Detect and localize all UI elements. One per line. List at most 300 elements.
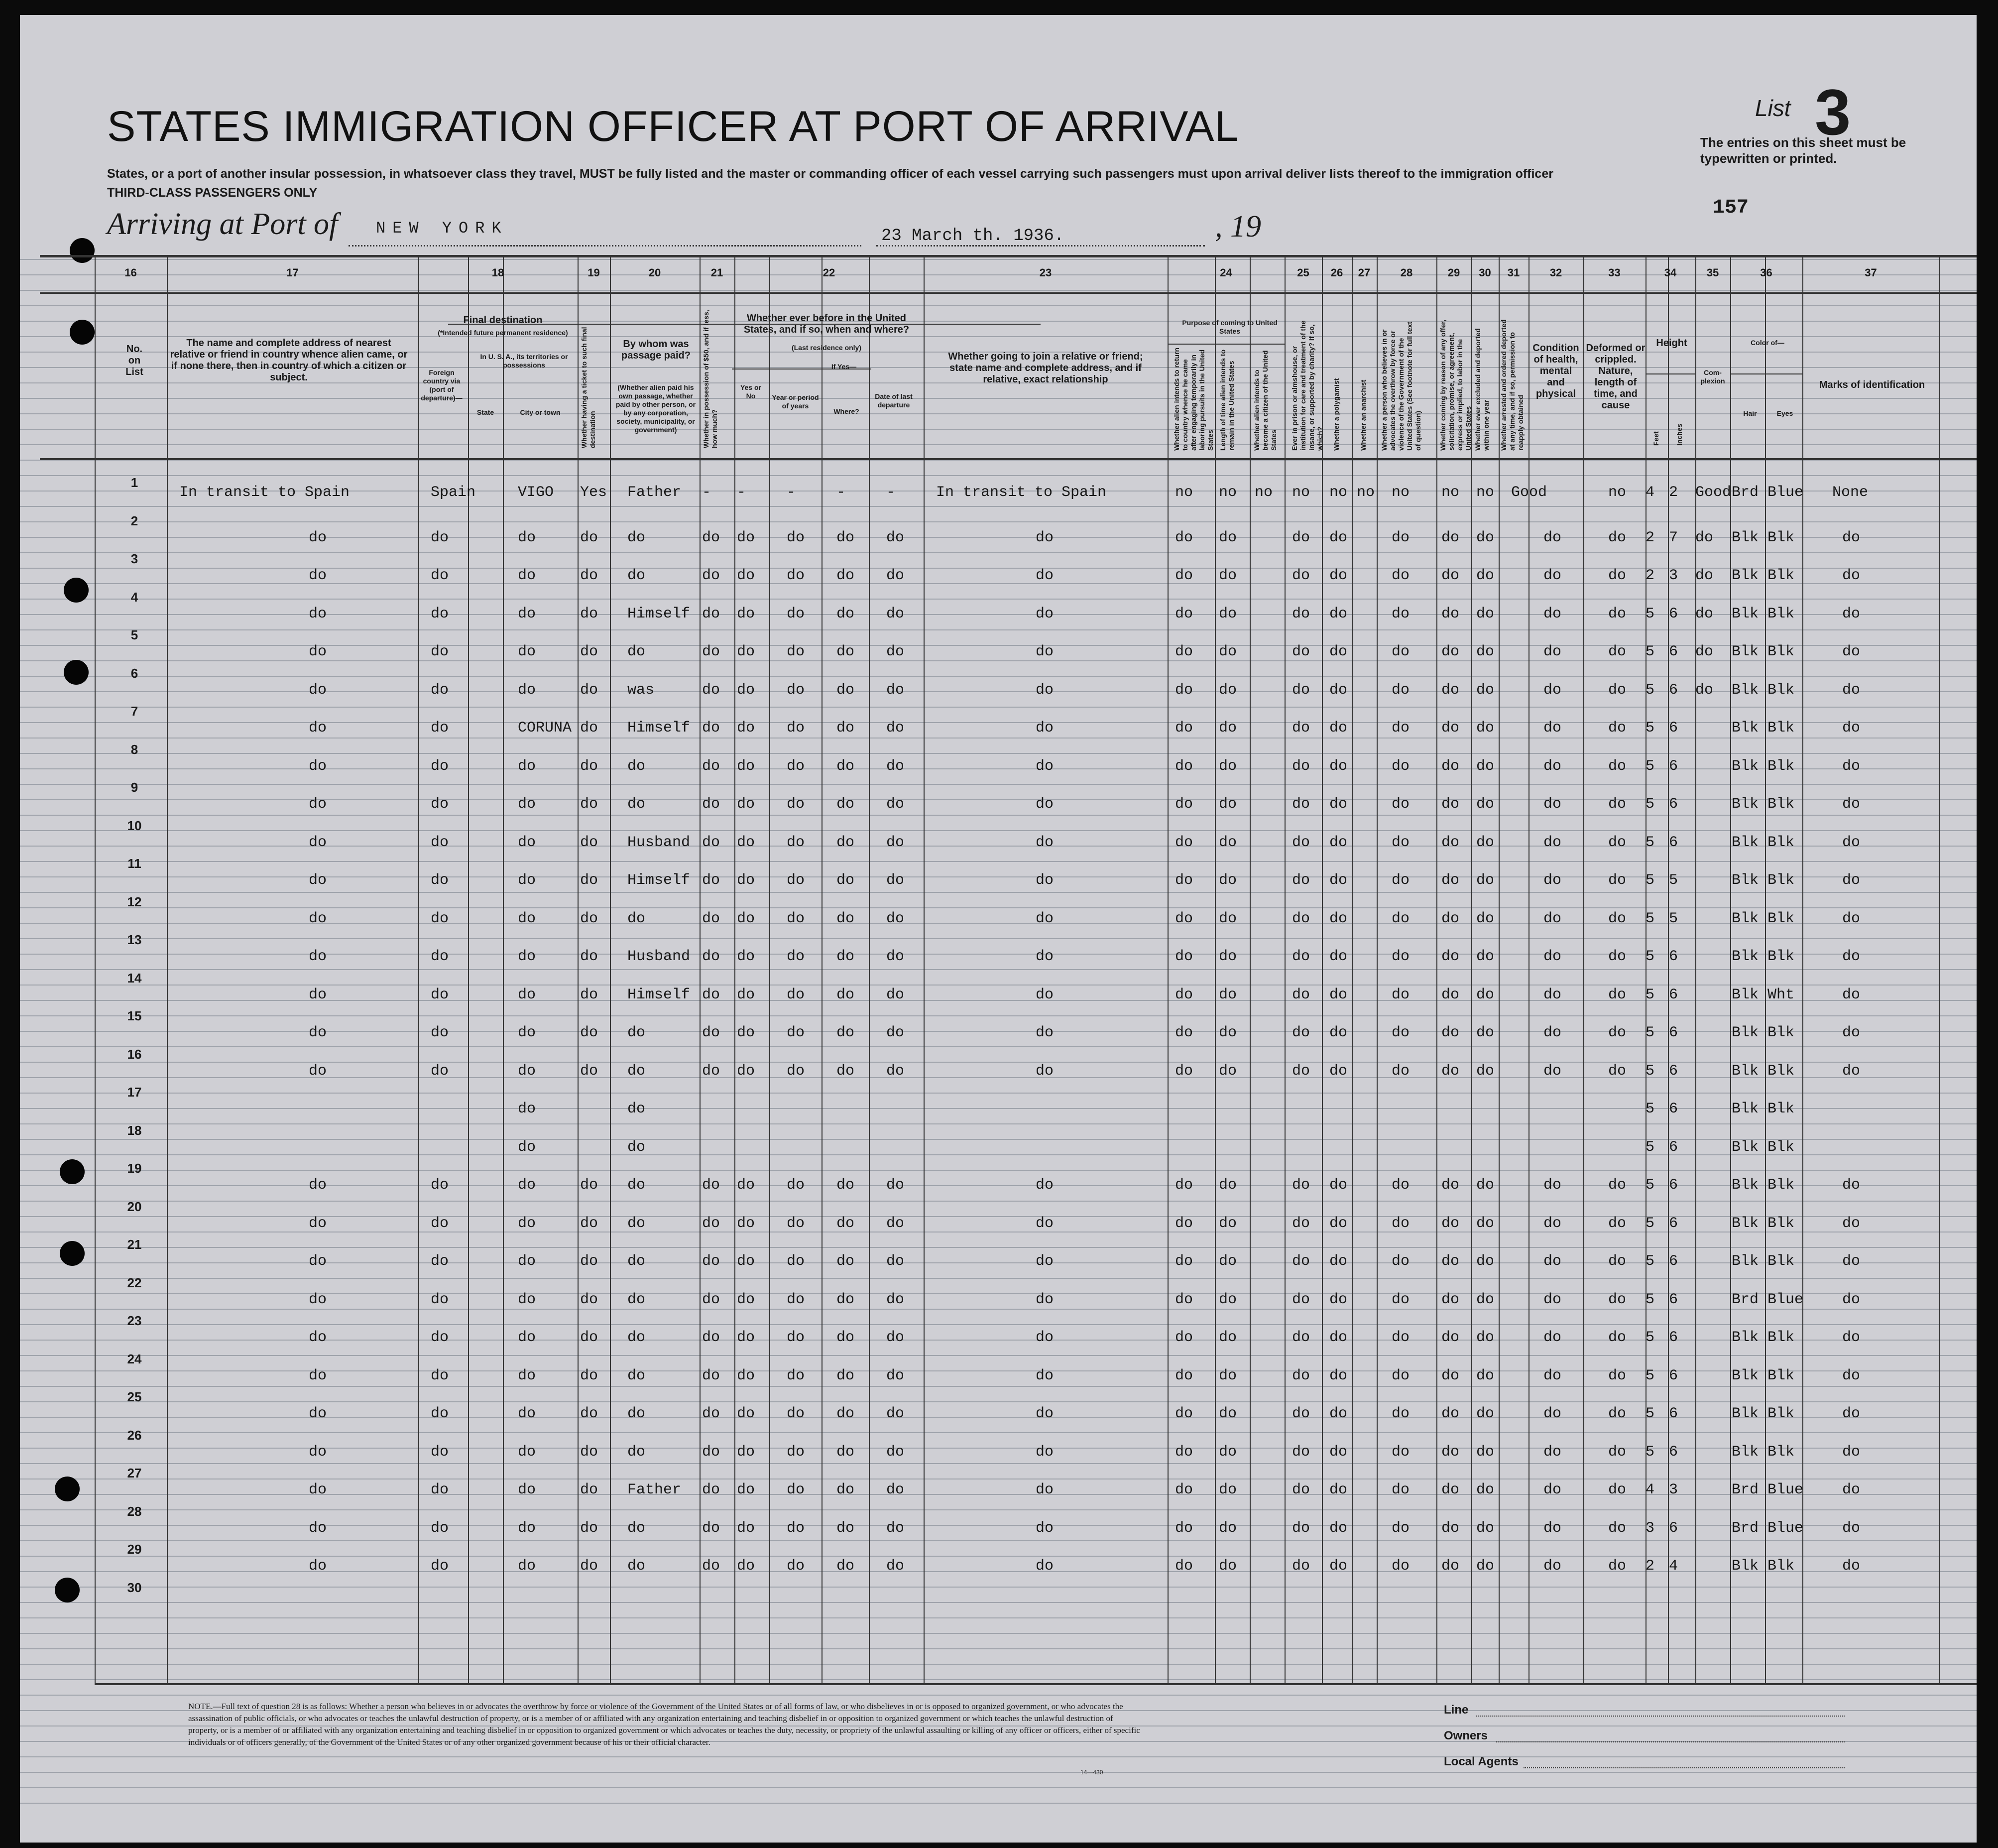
cell-inch: 2 <box>1669 484 1678 501</box>
cell-hair: Blk <box>1732 1405 1759 1422</box>
cell-c25: do <box>1292 1062 1310 1080</box>
column-number: 34 <box>1664 266 1677 279</box>
cell-c17: do <box>309 1291 327 1308</box>
cell-c26: do <box>1329 1558 1348 1575</box>
cell-c22c: do <box>836 681 855 699</box>
cell-c20: do <box>627 1062 646 1080</box>
cell-feet: 5 <box>1645 1329 1655 1346</box>
cell-c18c: do <box>518 1101 536 1117</box>
cell-c18c: do <box>518 1291 536 1308</box>
cell-c22d: do <box>886 1062 905 1080</box>
cell-c18c: do <box>518 910 536 927</box>
cell-c22c: do <box>836 1367 855 1384</box>
cell-c17: do <box>309 757 327 775</box>
row-number: 17 <box>127 1085 142 1100</box>
cell-c18f: do <box>431 1558 449 1575</box>
cell-inch: 6 <box>1669 681 1678 699</box>
cell-c24b: do <box>1219 720 1237 737</box>
cell-hair: Brd <box>1732 484 1759 501</box>
cell-c21: do <box>702 986 720 1003</box>
cell-c29: do <box>1441 681 1460 699</box>
cell-c21: do <box>702 910 720 927</box>
cell-c23: do <box>1036 1253 1054 1270</box>
cell-c18c: do <box>518 872 536 889</box>
cell-inch: 6 <box>1669 1291 1678 1308</box>
cell-c22b: do <box>787 796 805 813</box>
cell-feet: 2 <box>1645 567 1655 584</box>
cell-c23: do <box>1036 643 1054 660</box>
cell-c20: Himself <box>627 872 691 889</box>
ledger-line <box>20 321 1977 322</box>
cell-c22d: do <box>886 1291 905 1308</box>
cell-c30: do <box>1476 720 1495 737</box>
cell-eyes: Blk <box>1767 1329 1795 1346</box>
cell-eyes: Blk <box>1767 948 1795 965</box>
cell-c17: do <box>309 1215 327 1232</box>
cell-c23: do <box>1036 986 1054 1003</box>
ledger-line <box>20 1787 1977 1788</box>
cell-c22d: do <box>886 834 905 851</box>
cell-c24b: do <box>1219 1062 1237 1080</box>
cell-c19: Yes <box>580 484 607 501</box>
cell-c22b: do <box>787 567 805 584</box>
cell-c19: do <box>580 1519 598 1537</box>
row-number: 27 <box>127 1466 142 1480</box>
cell-c37: do <box>1842 1443 1861 1461</box>
cell-inch: 6 <box>1669 1177 1678 1194</box>
cell-c22c: do <box>836 720 855 737</box>
cell-c25: do <box>1292 1405 1310 1422</box>
cell-c22c: do <box>836 1177 855 1194</box>
cell-c37: do <box>1842 643 1861 660</box>
cell-c17: do <box>309 796 327 813</box>
cell-hair: Blk <box>1732 529 1759 546</box>
cell-c25: do <box>1292 1253 1310 1270</box>
cell-c33: do <box>1608 567 1627 584</box>
cell-c22b: do <box>787 1062 805 1080</box>
ledger-line <box>20 475 1977 476</box>
cell-c22b: do <box>787 1253 805 1270</box>
cell-c25: do <box>1292 1291 1310 1308</box>
ledger-line <box>20 1123 1977 1124</box>
cell-c22b: do <box>787 720 805 737</box>
cell-c23: do <box>1036 1405 1054 1422</box>
cell-c37: do <box>1842 1024 1861 1041</box>
cell-c20: do <box>627 1291 646 1308</box>
cell-c22a: do <box>737 757 755 775</box>
cell-hair: Blk <box>1732 948 1759 965</box>
header-anarchist: Whether an anarchist <box>1359 379 1367 451</box>
cell-c18c: CORUNA <box>518 720 572 737</box>
cell-c19: do <box>580 529 598 546</box>
header-eyes: Eyes <box>1776 409 1793 417</box>
cell-c20: do <box>627 1519 646 1537</box>
cell-c20: do <box>627 757 646 775</box>
ledger-line <box>20 1309 1977 1310</box>
header-deformed: Deformed or crippled. Nature, length of time, and cause <box>1586 343 1645 411</box>
print-code: 14—430 <box>1080 1769 1103 1776</box>
column-rule <box>503 255 504 1684</box>
cell-c22b: do <box>787 872 805 889</box>
cell-c24b: do <box>1219 1558 1237 1575</box>
cell-c26: do <box>1329 796 1348 813</box>
cell-c23: do <box>1036 1215 1054 1232</box>
cell-c29: do <box>1441 1024 1460 1041</box>
ledger-line <box>20 1803 1977 1804</box>
cell-c21: do <box>702 529 720 546</box>
cell-c26: do <box>1329 720 1348 737</box>
cell-c23: do <box>1036 1329 1054 1346</box>
cell-c37: do <box>1842 948 1861 965</box>
cell-feet: 5 <box>1645 834 1655 851</box>
cell-c22d: do <box>886 1405 905 1422</box>
column-rule <box>1215 255 1216 1684</box>
cell-c18f: Spain <box>431 484 476 501</box>
ledger-line <box>20 1478 1977 1479</box>
cell-hair: Blk <box>1732 1101 1759 1117</box>
cell-eyes: Blue <box>1767 1481 1804 1498</box>
cell-c18c: do <box>518 1443 536 1461</box>
row-number: 1 <box>130 475 138 490</box>
cell-c22a: do <box>737 605 755 622</box>
cell-c22b: do <box>787 1519 805 1537</box>
cell-feet: 5 <box>1645 1062 1655 1080</box>
cell-c22d: do <box>886 1024 905 1041</box>
cell-c28: do <box>1392 1062 1410 1080</box>
cell-c25: do <box>1292 986 1310 1003</box>
cell-c22a: do <box>737 910 755 927</box>
cell-c22a: do <box>737 1177 755 1194</box>
cell-c20: Husband <box>627 834 691 851</box>
cell-c33: no <box>1608 484 1627 501</box>
cell-c32: Good <box>1511 484 1547 501</box>
cell-c18f: do <box>431 1215 449 1232</box>
cell-c17: do <box>309 872 327 889</box>
cell-c22c: do <box>836 1481 855 1498</box>
cell-c20: Himself <box>627 605 691 622</box>
header-passage-paid-sub: (Whether alien paid his own passage, whether paid by other person, or by any corporation, society, municipality, or government) <box>615 383 696 434</box>
cell-c22c: do <box>836 834 855 851</box>
cell-c24a: do <box>1175 1062 1193 1080</box>
cell-c18f: do <box>431 681 449 699</box>
cell-eyes: Blk <box>1767 1101 1795 1117</box>
cell-c21: do <box>702 1367 720 1384</box>
cell-c22a: do <box>737 681 755 699</box>
cell-c24a: no <box>1175 484 1193 501</box>
column-number: 25 <box>1297 266 1309 279</box>
cell-c33: do <box>1608 1177 1627 1194</box>
cell-c29: do <box>1441 1367 1460 1384</box>
cell-c24a: do <box>1175 720 1193 737</box>
cell-c25: do <box>1292 529 1310 546</box>
cell-eyes: Blk <box>1767 681 1795 699</box>
column-rule <box>700 255 701 1684</box>
cell-feet: 5 <box>1645 757 1655 775</box>
cell-eyes: Blk <box>1767 529 1795 546</box>
column-rule <box>1436 255 1437 1684</box>
cell-hair: Blk <box>1732 720 1759 737</box>
row-number: 30 <box>127 1580 142 1595</box>
cell-c17: do <box>309 834 327 851</box>
cell-c32: do <box>1543 1329 1562 1346</box>
cell-c24a: do <box>1175 567 1193 584</box>
cell-c32: do <box>1543 1291 1562 1308</box>
cell-eyes: Blk <box>1767 872 1795 889</box>
cell-c22c: do <box>836 605 855 622</box>
cell-c28: do <box>1392 910 1410 927</box>
cell-c18f: do <box>431 1177 449 1194</box>
cell-c29: do <box>1441 1253 1460 1270</box>
cell-inch: 6 <box>1669 643 1678 660</box>
cell-c25: do <box>1292 1558 1310 1575</box>
cell-c32: do <box>1543 1481 1562 1498</box>
cell-hair: Blk <box>1732 643 1759 660</box>
cell-c24a: do <box>1175 1405 1193 1422</box>
cell-c19: do <box>580 1177 598 1194</box>
column-number: 29 <box>1447 266 1460 279</box>
cell-c24b: do <box>1219 796 1237 813</box>
cell-inch: 6 <box>1669 1329 1678 1346</box>
cell-c24b: do <box>1219 643 1237 660</box>
cell-c20: do <box>627 1443 646 1461</box>
ledger-line <box>20 815 1977 816</box>
cell-c21: do <box>702 834 720 851</box>
cell-c32: do <box>1543 1215 1562 1232</box>
cell-c22a: do <box>737 1481 755 1498</box>
cell-c28: do <box>1392 986 1410 1003</box>
cell-inch: 6 <box>1669 1101 1678 1117</box>
cell-c24b: do <box>1219 605 1237 622</box>
ledger-line <box>20 1633 1977 1634</box>
ledger-line <box>20 1463 1977 1464</box>
cell-c24b: do <box>1219 1329 1237 1346</box>
cell-hair: Brd <box>1732 1519 1759 1537</box>
cell-c24b: do <box>1219 529 1237 546</box>
cell-c21: do <box>702 1024 720 1041</box>
ledger-line <box>20 1324 1977 1325</box>
cell-c28: do <box>1392 567 1410 584</box>
ledger-line <box>20 676 1977 677</box>
cell-c22c: do <box>836 1024 855 1041</box>
cell-c18c: do <box>518 1024 536 1041</box>
row-number: 2 <box>130 513 138 528</box>
cell-c21: do <box>702 720 720 737</box>
cell-c28: do <box>1392 1405 1410 1422</box>
column-number: 24 <box>1220 266 1232 279</box>
cell-c28: do <box>1392 1215 1410 1232</box>
cell-eyes: Blk <box>1767 1138 1795 1156</box>
column-rule <box>95 255 96 1684</box>
ledger-line <box>20 521 1977 522</box>
cell-c23: do <box>1036 1291 1054 1308</box>
row-number: 18 <box>127 1122 142 1138</box>
cell-c28: do <box>1392 796 1410 813</box>
cell-c21: do <box>702 1177 720 1194</box>
column-rule <box>1377 255 1378 1684</box>
header-complexion: Com-plexion <box>1700 369 1725 385</box>
cell-c17: do <box>309 1558 327 1575</box>
cell-feet: 5 <box>1645 948 1655 965</box>
cell-inch: 6 <box>1669 720 1678 737</box>
cell-c22a: do <box>737 1443 755 1461</box>
cell-c22c: - <box>836 484 846 501</box>
cell-c20: do <box>627 529 646 546</box>
cell-c25: do <box>1292 1481 1310 1498</box>
cell-c18f: do <box>431 1481 449 1498</box>
cell-hair: Blk <box>1732 986 1759 1003</box>
row-number: 4 <box>130 589 138 605</box>
header-polygamist: Whether a polygamist <box>1332 378 1340 451</box>
cell-c17: do <box>309 986 327 1003</box>
cell-c20: Husband <box>627 948 691 965</box>
cell-c20: do <box>627 1367 646 1384</box>
cell-c24b: do <box>1219 1519 1237 1537</box>
cell-c24b: do <box>1219 1481 1237 1498</box>
cell-c37: None <box>1832 484 1869 501</box>
cell-c30: do <box>1476 757 1495 775</box>
header-last-residence: (Last residence only) <box>791 344 862 352</box>
cell-feet: 5 <box>1645 1367 1655 1384</box>
cell-c25: do <box>1292 872 1310 889</box>
row-number: 26 <box>127 1427 142 1443</box>
cell-c17: do <box>309 1062 327 1080</box>
cell-c23: do <box>1036 529 1054 546</box>
year-label: , 19 <box>1215 210 1261 244</box>
cell-c22d: do <box>886 872 905 889</box>
cell-c22d: - <box>886 484 896 501</box>
cell-c22b: do <box>787 1481 805 1498</box>
cell-c21: do <box>702 643 720 660</box>
cell-c22d: do <box>886 643 905 660</box>
column-rule <box>1695 255 1696 1684</box>
column-number: 16 <box>124 266 137 279</box>
cell-c24a: do <box>1175 1253 1193 1270</box>
column-number: 35 <box>1706 266 1719 279</box>
cell-c24a: do <box>1175 681 1193 699</box>
cell-inch: 6 <box>1669 1367 1678 1384</box>
cell-c26: no <box>1329 484 1348 501</box>
header-excluded: Whether ever excluded and deported within one year <box>1474 328 1490 451</box>
cell-c20: was <box>627 681 655 699</box>
cell-c26: do <box>1329 1443 1348 1461</box>
column-rule <box>1471 255 1472 1684</box>
cell-c22d: do <box>886 605 905 622</box>
ledger-line <box>20 660 1977 661</box>
cell-c33: do <box>1608 1558 1627 1575</box>
cell-c24a: do <box>1175 1329 1193 1346</box>
cell-c22a: do <box>737 834 755 851</box>
ledger-line <box>20 1139 1977 1140</box>
column-number: 31 <box>1507 266 1520 279</box>
column-rule <box>734 255 735 1684</box>
cell-feet: 3 <box>1645 1519 1655 1537</box>
cell-c35: do <box>1695 605 1714 622</box>
line-label: Line <box>1444 1703 1469 1717</box>
cell-c22d: do <box>886 1177 905 1194</box>
cell-c37: do <box>1842 1253 1861 1270</box>
cell-c19: do <box>580 1558 598 1575</box>
cell-c18c: do <box>518 986 536 1003</box>
cell-c23: do <box>1036 567 1054 584</box>
cell-inch: 6 <box>1669 1024 1678 1041</box>
cell-c33: do <box>1608 910 1627 927</box>
cell-c29: do <box>1441 1215 1460 1232</box>
cell-c32: do <box>1543 681 1562 699</box>
cell-c18c: do <box>518 567 536 584</box>
cell-c26: do <box>1329 910 1348 927</box>
cell-c22c: do <box>836 1215 855 1232</box>
cell-c37: do <box>1842 872 1861 889</box>
column-rule <box>1668 255 1669 1684</box>
ledger-line <box>20 629 1977 630</box>
cell-c37: do <box>1842 1329 1861 1346</box>
cell-c18f: do <box>431 986 449 1003</box>
cell-c18c: do <box>518 1215 536 1232</box>
cell-c19: do <box>580 1062 598 1080</box>
cell-feet: 5 <box>1645 986 1655 1003</box>
cell-c33: do <box>1608 681 1627 699</box>
header-final-destination: Final destination <box>463 315 543 326</box>
cell-c21: do <box>702 796 720 813</box>
cell-c33: do <box>1608 720 1627 737</box>
row-number: 13 <box>127 932 142 947</box>
ledger-line <box>20 1602 1977 1603</box>
cell-c18f: do <box>431 605 449 622</box>
cell-c24b: do <box>1219 872 1237 889</box>
header-health: Condition of health, mental and physical <box>1532 343 1579 399</box>
cell-c24b: do <box>1219 681 1237 699</box>
cell-c32: do <box>1543 1062 1562 1080</box>
cell-c32: do <box>1543 1367 1562 1384</box>
cell-c26: do <box>1329 643 1348 660</box>
cell-c21: do <box>702 681 720 699</box>
cell-c22d: do <box>886 681 905 699</box>
cell-c18c: do <box>518 1519 536 1537</box>
ledger-line <box>20 1556 1977 1557</box>
line-dotted <box>1476 1716 1845 1717</box>
cell-c25: do <box>1292 757 1310 775</box>
cell-c22c: do <box>836 1558 855 1575</box>
cell-c26: do <box>1329 757 1348 775</box>
cell-c23: do <box>1036 872 1054 889</box>
ledger-line <box>20 305 1977 306</box>
cell-c18c: do <box>518 681 536 699</box>
cell-c33: do <box>1608 1329 1627 1346</box>
cell-c19: do <box>580 1443 598 1461</box>
cell-c23: In transit to Spain <box>936 484 1107 501</box>
cell-c28: do <box>1392 720 1410 737</box>
column-rule <box>1322 255 1323 1684</box>
cell-c30: do <box>1476 1367 1495 1384</box>
cell-c26: do <box>1329 948 1348 965</box>
cell-c22d: do <box>886 796 905 813</box>
cell-c28: do <box>1392 1367 1410 1384</box>
cell-c30: do <box>1476 681 1495 699</box>
cell-c18c: do <box>518 834 536 851</box>
column-number: 27 <box>1358 266 1371 279</box>
column-rule <box>1250 255 1251 1684</box>
column-number: 17 <box>286 266 299 279</box>
header-city: City or town <box>520 408 561 416</box>
date-dotted-line <box>876 245 1205 246</box>
punch-hole <box>70 320 95 345</box>
cell-c22a: do <box>737 1367 755 1384</box>
cell-c29: do <box>1441 1062 1460 1080</box>
row-number: 15 <box>127 1008 142 1023</box>
cell-c29: do <box>1441 1558 1460 1575</box>
cell-c19: do <box>580 948 598 965</box>
cell-inch: 6 <box>1669 948 1678 965</box>
